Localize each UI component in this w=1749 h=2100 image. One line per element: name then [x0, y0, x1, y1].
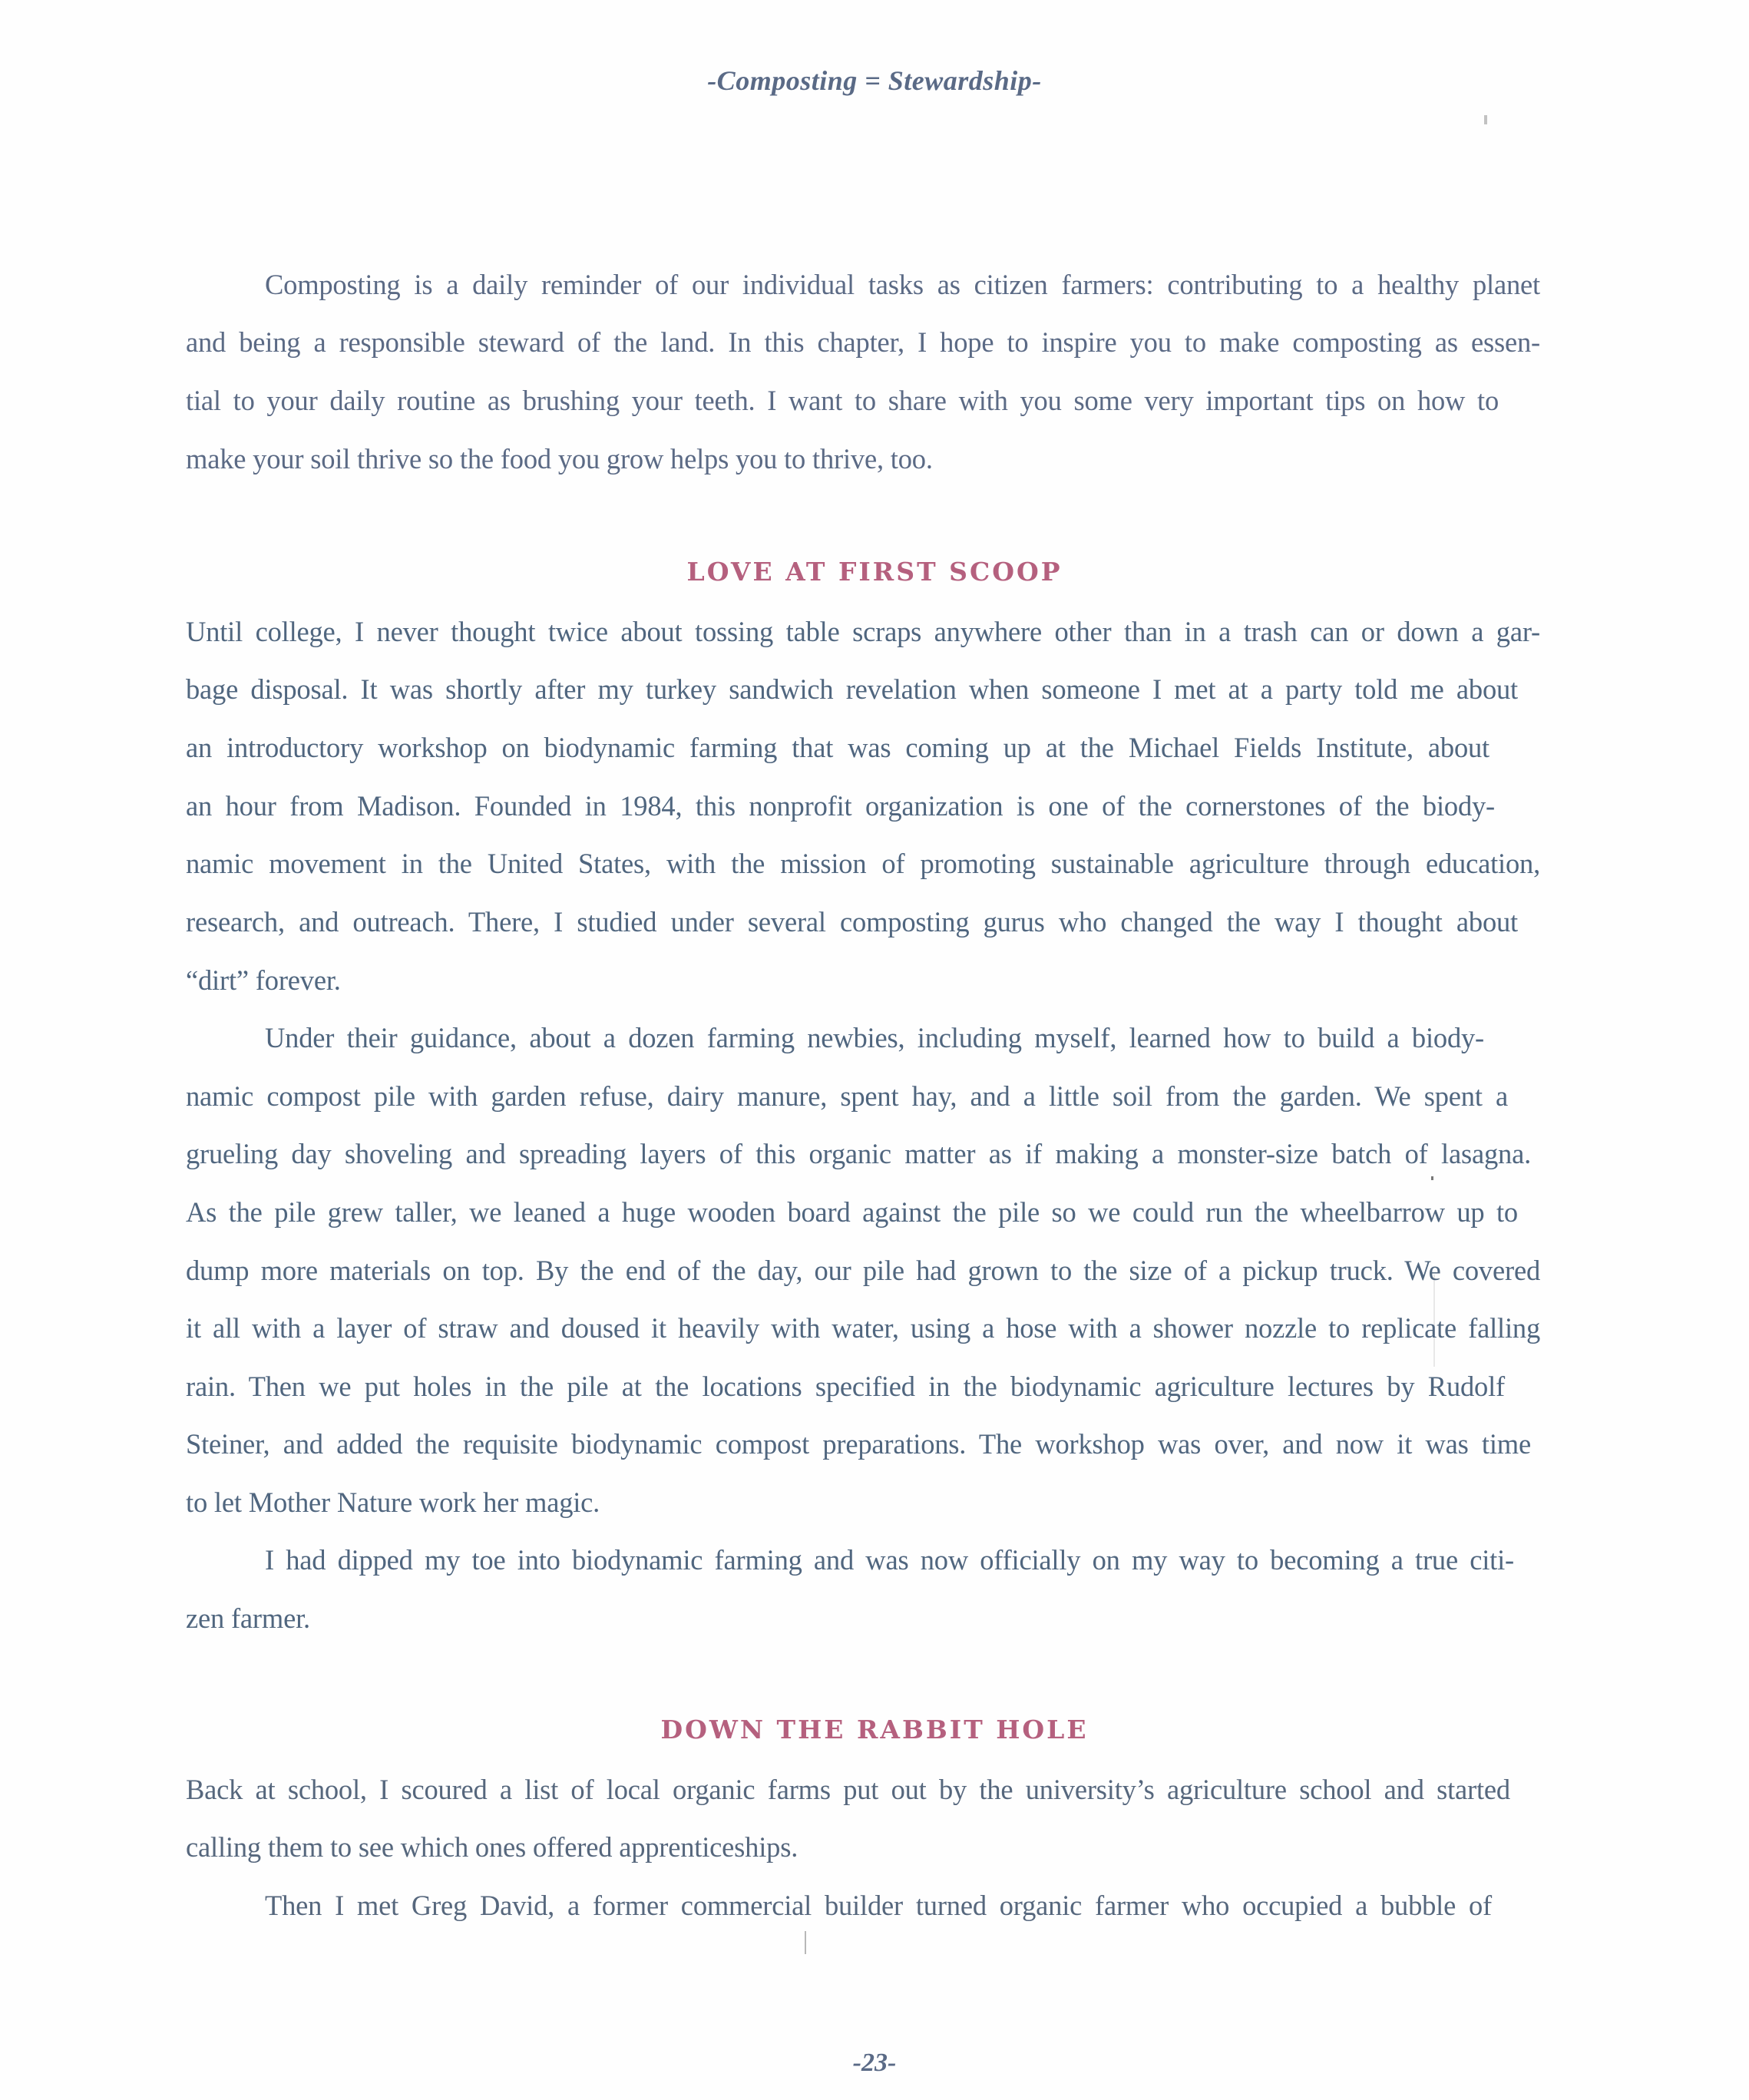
- page-number: -23-: [852, 2049, 897, 2077]
- text-line: and being a responsible steward of the land. In this chapter, I hope to inspire you to make composting as essen-: [186, 326, 1540, 358]
- text-line: Composting is a daily reminder of our individual tasks as citizen farmers: contributing to a healthy planet: [265, 269, 1540, 300]
- scan-speck: [1431, 1176, 1433, 1180]
- section-heading-down-the-rabbit-hole: DOWN THE RABBIT HOLE: [660, 1715, 1089, 1744]
- text-line: an hour from Madison. Founded in 1984, this nonprofit organization is one of the cornerstones of the biody-: [186, 790, 1495, 822]
- text-line: to let Mother Nature work her magic.: [186, 1487, 600, 1518]
- scan-streak: [805, 1931, 806, 1954]
- text-line: Under their guidance, about a dozen farming newbies, including myself, learned how to build a biody-: [265, 1022, 1484, 1053]
- text-line: rain. Then we put holes in the pile at the locations specified in the biodynamic agriculture lectures by Rudolf: [186, 1371, 1505, 1402]
- text-line: namic movement in the United States, with the mission of promoting sustainable agriculture through education,: [186, 848, 1540, 879]
- text-line: As the pile grew taller, we leaned a huge wooden board against the pile so we could run the wheelbarrow up to: [186, 1196, 1518, 1228]
- section-heading-love-at-first-scoop: LOVE AT FIRST SCOOP: [686, 557, 1063, 587]
- text-line: dump more materials on top. By the end of the day, our pile had grown to the size of a pickup truck. We covered: [186, 1255, 1540, 1286]
- text-line: calling them to see which ones offered apprenticeships.: [186, 1831, 798, 1863]
- text-line: it all with a layer of straw and doused it heavily with water, using a hose with a shower nozzle to replicate falling: [186, 1312, 1540, 1344]
- text-line: zen farmer.: [186, 1602, 310, 1634]
- text-line: research, and outreach. There, I studied under several composting gurus who changed the way I thought about: [186, 906, 1518, 938]
- text-line: Steiner, and added the requisite biodynamic compost preparations. The workshop was over, and now it was time: [186, 1428, 1531, 1460]
- text-line: tial to your daily routine as brushing your teeth. I want to share with you some very important tips on how to: [186, 385, 1499, 416]
- text-line: “dirt” forever.: [186, 964, 341, 996]
- text-line: Until college, I never thought twice about tossing table scraps anywhere other than in a trash can or down a gar-: [186, 616, 1540, 647]
- text-line: an introductory workshop on biodynamic farming that was coming up at the Michael Fields Institute, about: [186, 732, 1489, 763]
- running-head: -Composting = Stewardship-: [707, 65, 1042, 96]
- text-line: grueling day shoveling and spreading layers of this organic matter as if making a monster-size batch of lasagna.: [186, 1138, 1531, 1169]
- scan-speck: [1484, 115, 1487, 124]
- text-line: Back at school, I scoured a list of local organic farms put out by the university’s agriculture school and started: [186, 1774, 1510, 1805]
- text-line: Then I met Greg David, a former commercial builder turned organic farmer who occupied a bubble of: [265, 1890, 1492, 1921]
- text-line: I had dipped my toe into biodynamic farming and was now officially on my way to becoming a true citi-: [265, 1544, 1514, 1576]
- text-line: make your soil thrive so the food you grow helps you to thrive, too.: [186, 443, 933, 475]
- text-line: bage disposal. It was shortly after my turkey sandwich revelation when someone I met at a party told me about: [186, 673, 1518, 705]
- text-line: namic compost pile with garden refuse, dairy manure, spent hay, and a little soil from the garden. We spent a: [186, 1080, 1508, 1112]
